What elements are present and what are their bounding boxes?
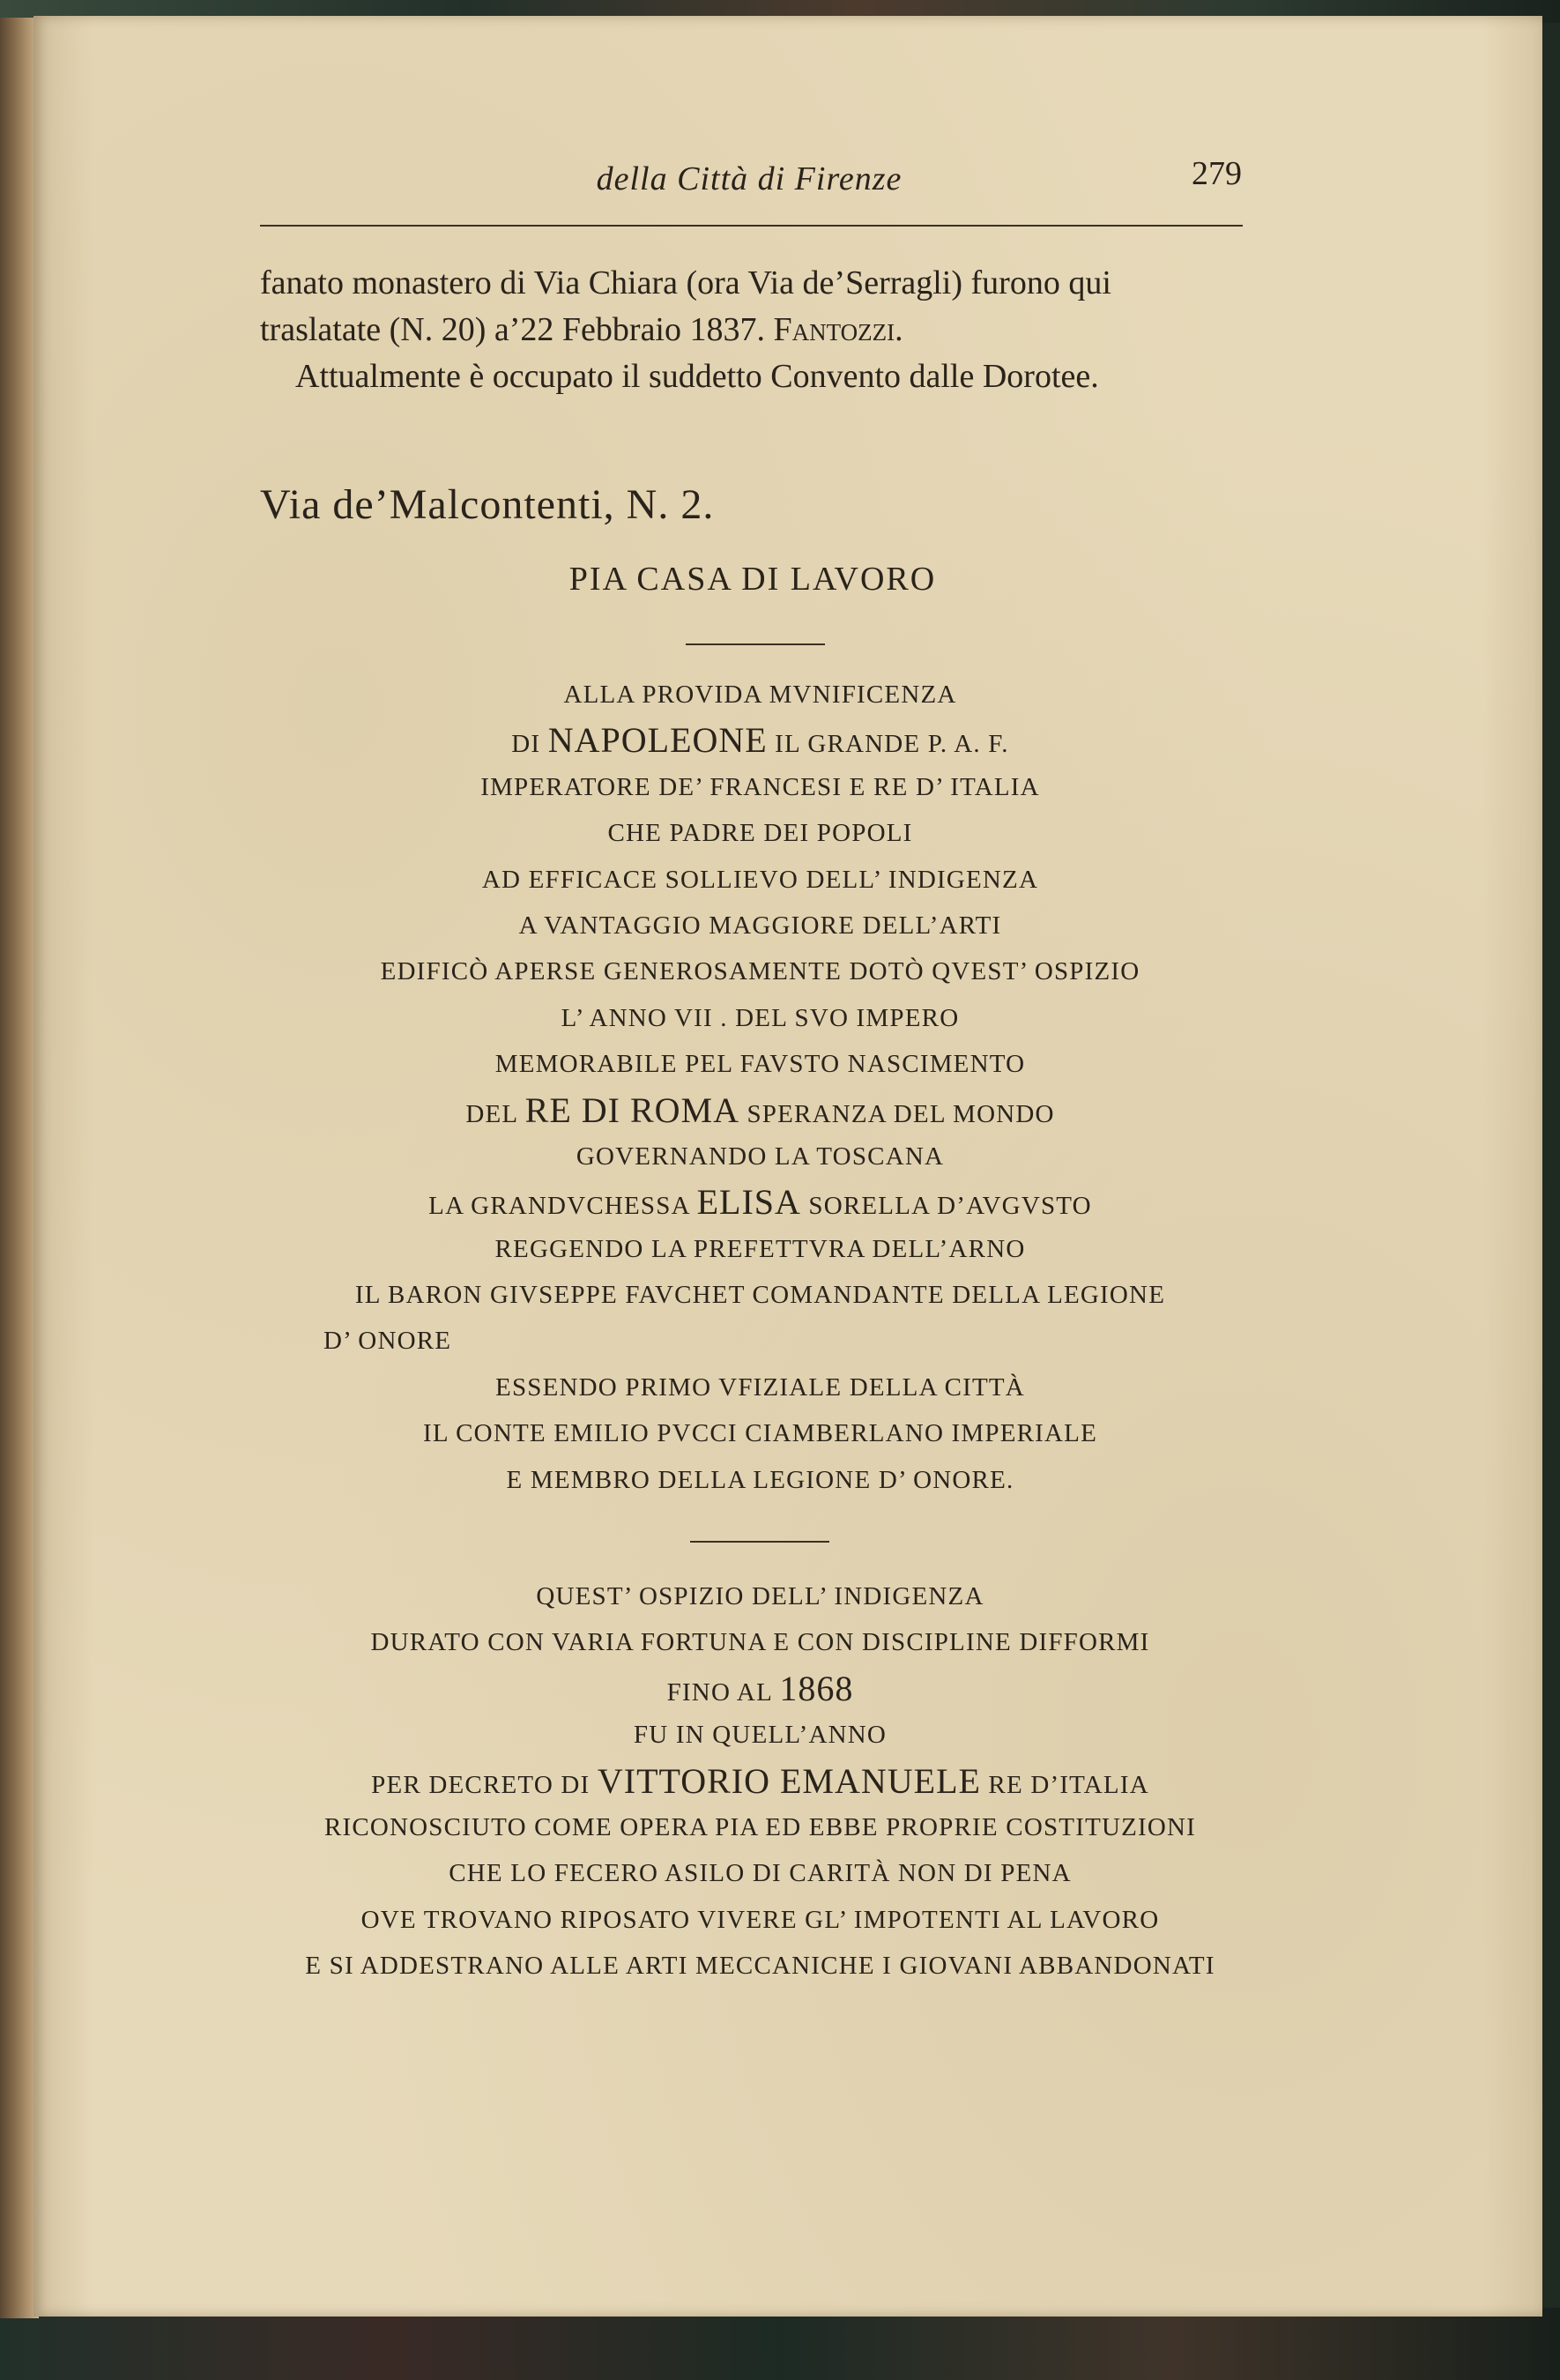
page-number: 279 bbox=[1192, 155, 1242, 192]
inscription-line: IMPERATORE DE’ FRANCESI E RE D’ ITALIA bbox=[480, 772, 1040, 801]
inscription-word: SORELLA D’AVGVSTO bbox=[808, 1192, 1092, 1221]
inscription-line bbox=[260, 1666, 1260, 1712]
inscription-line bbox=[260, 1088, 1260, 1134]
inscription-line: AD EFFICACE SOLLIEVO DELL’ INDIGENZA bbox=[481, 865, 1039, 894]
inscription-line: E MEMBRO DELLA LEGIONE D’ ONORE. bbox=[506, 1465, 1014, 1494]
prose-block bbox=[260, 260, 1245, 400]
inscription-word: IL GRANDE P. A. F. bbox=[775, 730, 1009, 759]
inscription-name: RE DI ROMA bbox=[524, 1090, 740, 1130]
inscription-line: DURATO CON VARIA FORTUNA E CON DISCIPLINE DIFFORMI bbox=[370, 1628, 1150, 1657]
inscription-name: ELISA bbox=[696, 1182, 801, 1223]
inscription-year: 1868 bbox=[779, 1668, 854, 1708]
inscription-line: IL BARON GIVSEPPE FAVCHET COMANDANTE DELLA LEGIONE bbox=[354, 1281, 1166, 1310]
inscription-line: RICONOSCIUTO COME OPERA PIA ED EBBE PROPRIE COSTITUZIONI bbox=[323, 1812, 1197, 1841]
inscription-title: PIA CASA DI LAVORO bbox=[568, 561, 937, 598]
inscription-line: CHE PADRE DEI POPOLI bbox=[607, 819, 913, 848]
inscription-line bbox=[260, 1179, 1260, 1225]
inscription-word: DEL bbox=[465, 1099, 518, 1128]
divider-rule bbox=[690, 1541, 829, 1543]
inscription-first bbox=[260, 672, 1260, 1503]
inscription-line: CHE LO FECERO ASILO DI CARITÀ NON DI PENA bbox=[449, 1859, 1072, 1888]
prose-text: traslatate (N. 20) a’22 Febbraio 1837. bbox=[260, 311, 765, 348]
prose-line: fanato monastero di Via Chiara (ora Via de’Serragli) furono qui bbox=[260, 264, 1111, 301]
prose-line: Attualmente è occupato il suddetto Convento dalle Dorotee. bbox=[295, 358, 1099, 395]
inscription-line: REGGENDO LA PREFETTVRA DELL’ARNO bbox=[494, 1234, 1026, 1263]
inscription-line: GOVERNANDO LA TOSCANA bbox=[576, 1142, 945, 1171]
inscription-line: ALLA PROVIDA MVNIFICENZA bbox=[563, 681, 957, 709]
inscription-line: MEMORABILE PEL FAVSTO NASCIMENTO bbox=[494, 1050, 1026, 1079]
inscription-line: EDIFICÒ APERSE GENEROSAMENTE DOTÒ QVEST’ OSPIZIO bbox=[380, 957, 1140, 986]
inscription-line: E SI ADDESTRANO ALLE ARTI MECCANICHE I GIOVANI ABBANDONATI bbox=[305, 1952, 1215, 1981]
inscription-word: DI bbox=[511, 730, 541, 759]
inscription-second bbox=[260, 1573, 1260, 1990]
author-citation: Fantozzi. bbox=[773, 311, 903, 348]
inscription-line: OVE TROVANO RIPOSATO VIVERE GL’ IMPOTENTI AL LAVORO bbox=[360, 1905, 1160, 1934]
running-head-title: della Città di Firenze bbox=[596, 160, 903, 197]
section-heading: Via de’Malcontenti, N. 2. bbox=[260, 481, 715, 528]
inscription-line: L’ ANNO VII . DEL SVO IMPERO bbox=[561, 1003, 960, 1032]
inscription-name: NAPOLEONE bbox=[547, 720, 768, 761]
inscription-word: RE D’ITALIA bbox=[988, 1770, 1149, 1799]
running-head bbox=[260, 154, 1242, 207]
backdrop-bottom bbox=[0, 2308, 1560, 2380]
inscription-line bbox=[260, 1759, 1260, 1804]
inscription-line: D’ ONORE bbox=[323, 1327, 452, 1356]
inscription-word: SPERANZA DEL MONDO bbox=[747, 1099, 1055, 1128]
inscription-line: A VANTAGGIO MAGGIORE DELL’ARTI bbox=[518, 911, 1002, 940]
inscription-word: FINO AL bbox=[666, 1677, 772, 1707]
divider-rule bbox=[686, 643, 825, 645]
header-rule bbox=[260, 225, 1243, 227]
inscription-word: PER DECRETO DI bbox=[371, 1770, 591, 1799]
inscription-line bbox=[260, 718, 1260, 763]
inscription-line: QUEST’ OSPIZIO DELL’ INDIGENZA bbox=[536, 1582, 984, 1610]
inscription-name: VITTORIO EMANUELE bbox=[597, 1760, 981, 1801]
inscription-line: IL CONTE EMILIO PVCCI CIAMBERLANO IMPERIALE bbox=[422, 1419, 1098, 1448]
inscription-line: ESSENDO PRIMO VFIZIALE DELLA CITTÀ bbox=[495, 1372, 1025, 1402]
inscription-line: FU IN QUELL’ANNO bbox=[633, 1721, 888, 1750]
inscription-word: LA GRANDVCHESSA bbox=[428, 1192, 690, 1221]
prose-line bbox=[260, 307, 1245, 353]
